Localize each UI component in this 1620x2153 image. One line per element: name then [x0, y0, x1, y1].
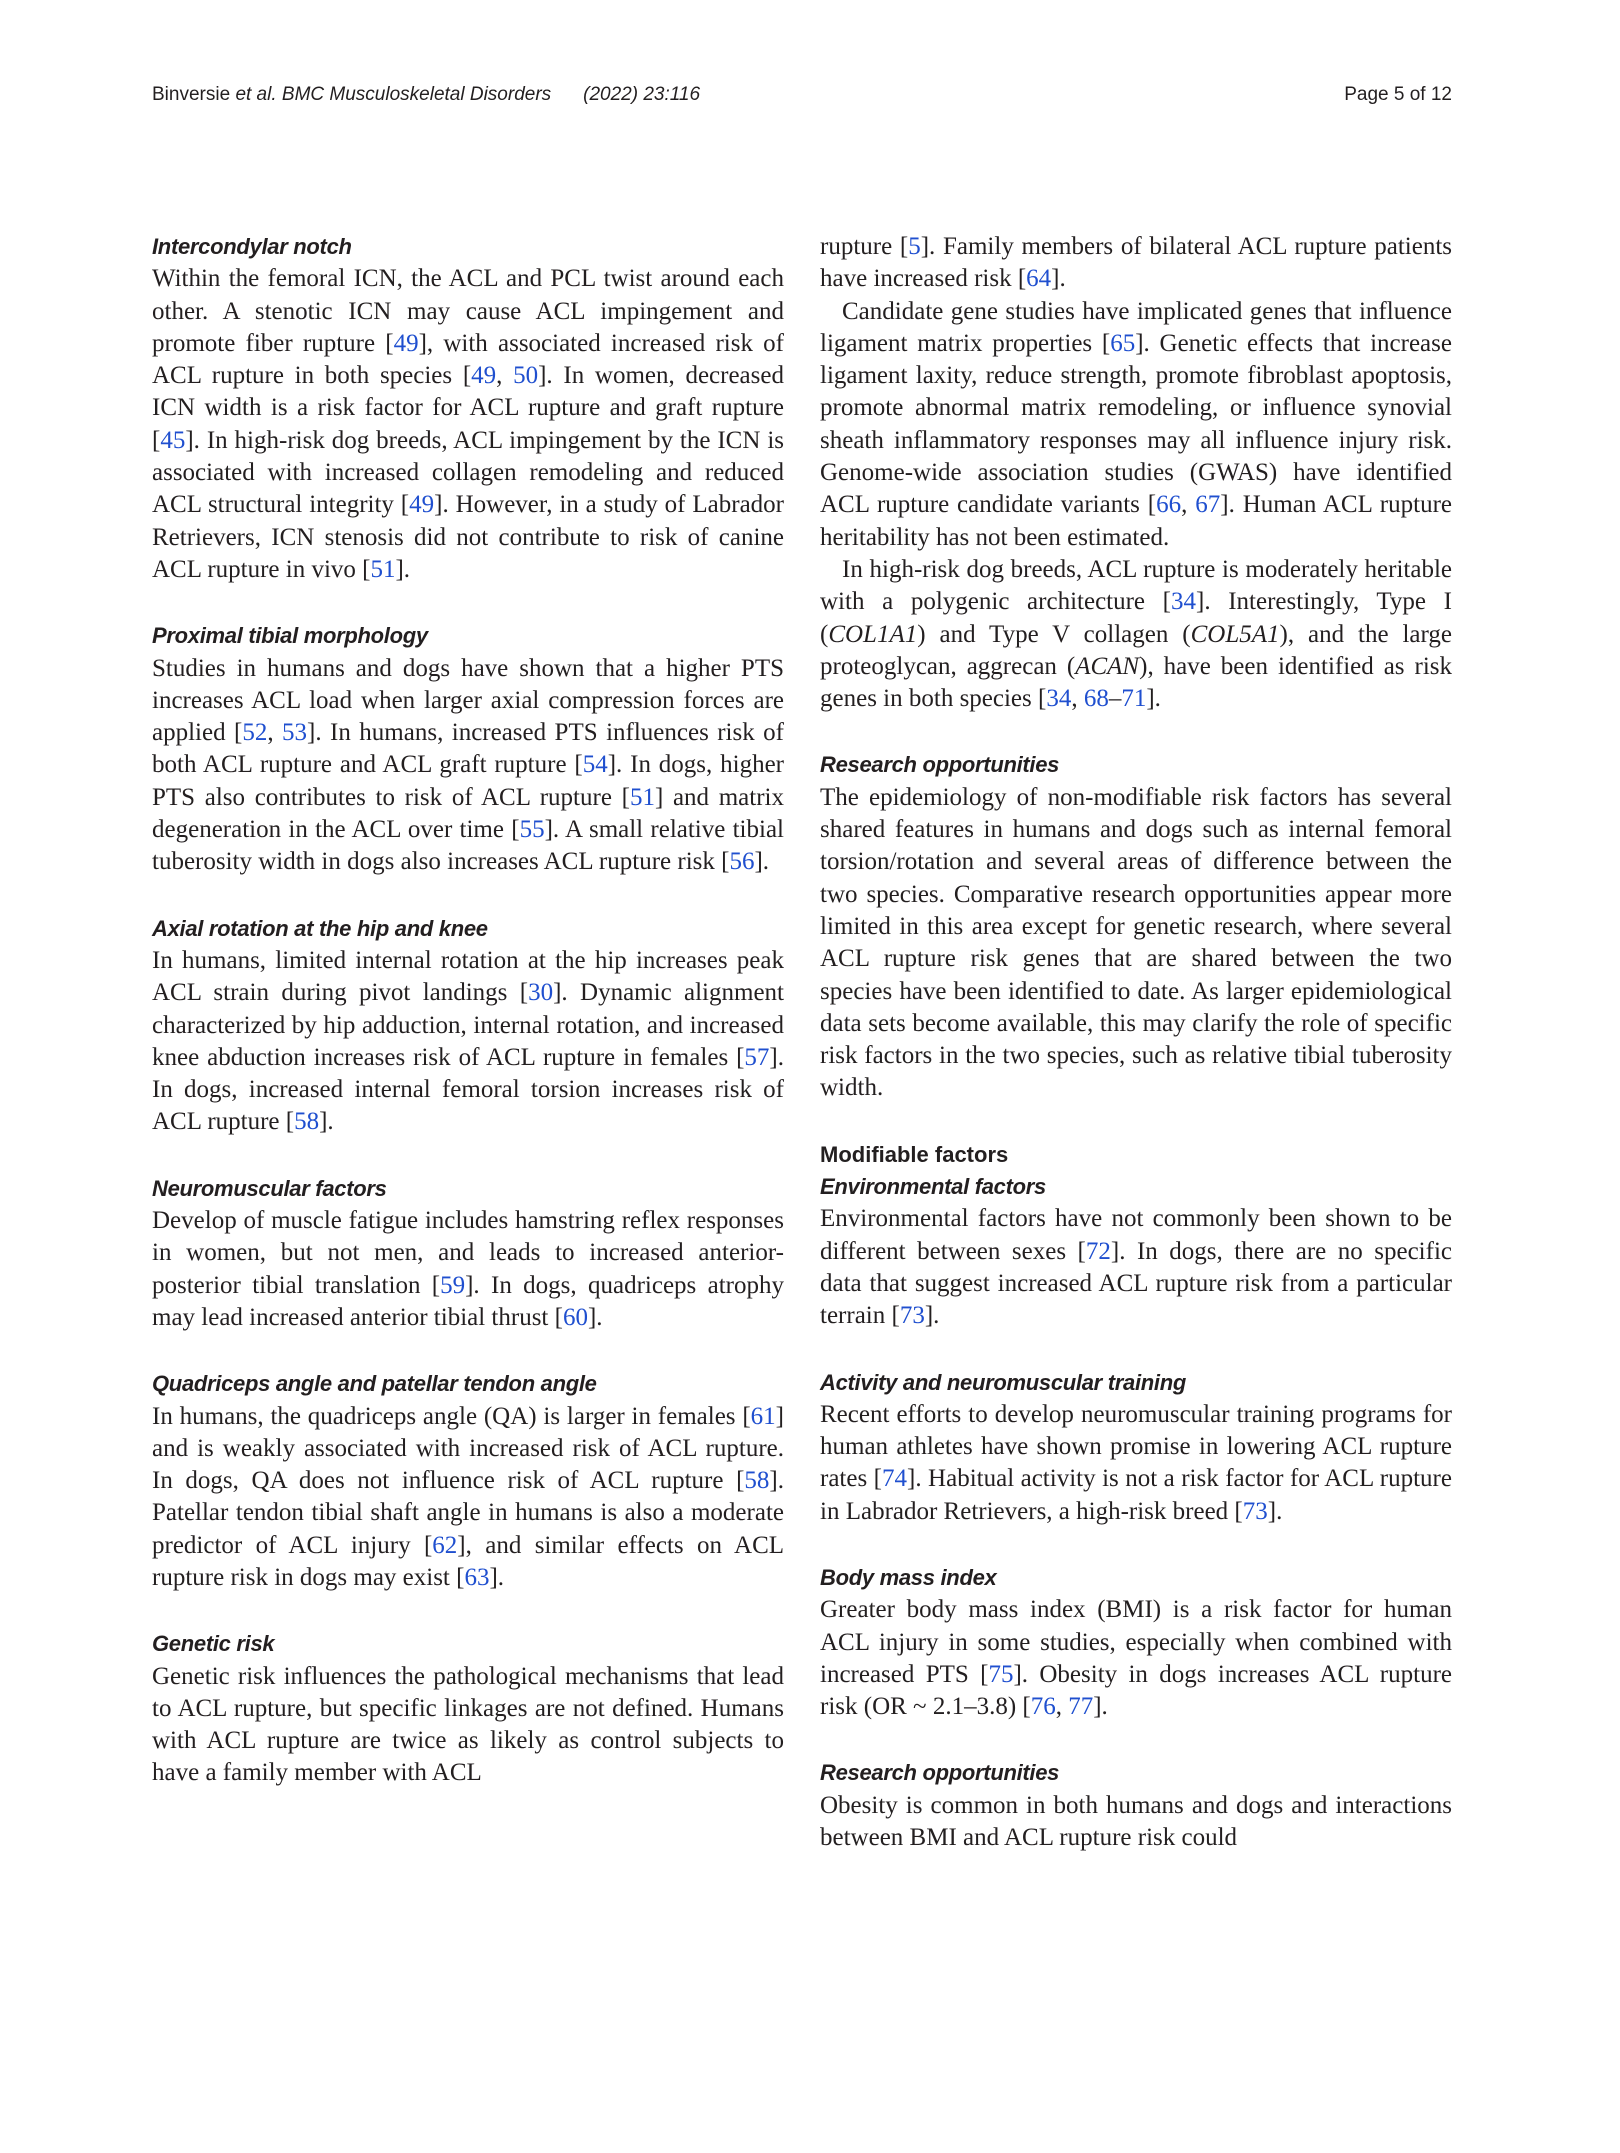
citation-link[interactable]: 49 [471, 362, 497, 390]
citation-link[interactable]: 51 [629, 783, 655, 811]
citation-link[interactable]: 74 [882, 1465, 907, 1493]
citation-link[interactable]: 45 [160, 426, 186, 454]
paragraph-body-mass-index: Greater body mass index (BMI) is a risk factor for human ACL injury in some studies, especially when combined with increased PTS [75]. Obesity in dogs increases ACL rupture risk (OR ~ 2.1–3.8) [76, 77]. [820, 1596, 1452, 1721]
citation-link[interactable]: 34 [1046, 685, 1072, 713]
citation-link[interactable]: 68 [1083, 685, 1109, 713]
volume-info: (2022) 23:116 [583, 84, 701, 105]
citation-link[interactable]: 59 [440, 1271, 466, 1299]
paragraph-research-opportunities-2: Obesity is common in both humans and dogs and interactions between BMI and ACL rupture risk could [820, 1791, 1452, 1852]
citation-link[interactable]: 56 [729, 848, 755, 876]
paragraph-candidate-genes: Candidate gene studies have implicated genes that influence ligament matrix properties [65]. Genetic effects that increase ligament laxity, reduce strength, promote fibroblast apoptosis, promote abnormal matrix remodeling, or influence synovial sheath inflammatory responses may all influence injury risk. Genome-wide association studies (GWAS) have identified ACL rupture candidate variants [66, 67]. Human ACL rupture heritability has not been estimated. [820, 297, 1452, 551]
citation-link[interactable]: 71 [1121, 685, 1147, 713]
citation-link[interactable]: 62 [432, 1531, 458, 1559]
citation-link[interactable]: 55 [519, 816, 545, 844]
heading-neuromuscular-factors: Neuromuscular factors [152, 1175, 387, 1201]
citation-link[interactable]: 57 [744, 1043, 770, 1071]
heading-intercondylar-notch: Intercondylar notch [152, 234, 352, 259]
author-name: Binversie [152, 84, 231, 105]
heading-environmental-factors: Environmental factors [820, 1174, 1046, 1200]
citation-link[interactable]: 67 [1195, 491, 1221, 519]
paragraph-dog-heritability: In high-risk dog breeds, ACL rupture is moderately heritable with a polygenic architecture [34]. Interestingly, Type I (COL1A1) and Type V collagen (COL5A1), and the large proteoglycan, aggrecan (ACAN), have been identified as risk genes in both species [34, 68–71]. [820, 555, 1453, 713]
paragraph-neuromuscular-factors: Develop of muscle fatigue includes hamstring reflex responses in women, but not men, and leads to increased anterior-posterior tibial translation [59]. In dogs, quadriceps atrophy may lead increased anterior tibial thrust [60]. [152, 1207, 784, 1331]
heading-proximal-tibial-morphology: Proximal tibial morphology [152, 623, 428, 649]
citation-link[interactable]: 61 [750, 1402, 776, 1430]
running-head [152, 84, 700, 106]
journal-name: et al. BMC Musculoskeletal Disorders [235, 84, 552, 105]
left-column [152, 231, 784, 1790]
paragraph-axial-rotation: In humans, limited internal rotation at the hip increases peak ACL strain during pivot landings [30]. Dynamic alignment characterized by hip adduction, internal rotation, and increased knee abduction increases risk of ACL rupture in females [57]. In dogs, increased internal femoral torsion increases risk of ACL rupture [58]. [152, 946, 784, 1136]
citation-link[interactable]: 53 [282, 719, 308, 747]
citation-link[interactable]: 73 [899, 1302, 925, 1330]
citation-link[interactable]: 30 [528, 979, 554, 1007]
citation-link[interactable]: 5 [908, 233, 921, 260]
citation-link[interactable]: 58 [294, 1108, 320, 1136]
paragraph-research-opportunities: The epidemiology of non-modifiable risk factors has several shared features in humans and dogs such as internal femoral torsion/rotation and several areas of difference between the two species. Comparative research opportunities appear more limited in this area except for genetic research, where several ACL rupture risk genes that are shared between the two species have been identified to date. As larger epidemiological data sets become available, this may clarify the role of specific risk factors in the two species, such as relative tibial tuberosity width. [820, 783, 1452, 1102]
citation-link[interactable]: 54 [582, 751, 608, 779]
citation-link[interactable]: 72 [1085, 1237, 1111, 1265]
citation-link[interactable]: 49 [409, 491, 435, 519]
paragraph-intercondylar-notch: Within the femoral ICN, the ACL and PCL twist around each other. A stenotic ICN may cause ACL impingement and promote fiber rupture [49], with associated increased risk of ACL rupture in both species [49, 50]. In women, decreased ICN width is a risk factor for ACL rupture and graft rupture [45]. In high-risk dog breeds, ACL impingement by the ICN is associated with increased collagen remodeling and reduced ACL structural integrity [49]. However, in a study of Labrador Retrievers, ICN stenosis did not contribute to risk of canine ACL rupture in vivo [51]. [152, 265, 784, 583]
citation-link[interactable]: 64 [1026, 265, 1052, 293]
citation-link[interactable]: 77 [1068, 1693, 1094, 1721]
citation-link[interactable]: 34 [1171, 588, 1197, 616]
paragraph-environmental-factors: Environmental factors have not commonly been shown to be different between sexes [72]. In dogs, there are no specific data that suggest increased ACL rupture risk from a particular terrain [73]. [820, 1205, 1452, 1330]
paragraph-quadriceps-angle: In humans, the quadriceps angle (QA) is larger in females [61] and is weakly associated with increased risk of ACL rupture. In dogs, QA does not influence risk of ACL rupture [58]. Patellar tendon tibial shaft angle in humans is also a moderate predictor of ACL injury [62], and similar effects on ACL rupture risk in dogs may exist [63]. [152, 1402, 785, 1591]
citation-link[interactable]: 65 [1110, 329, 1136, 357]
heading-research-opportunities-2: Research opportunities [820, 1760, 1060, 1786]
citation-link[interactable]: 75 [988, 1660, 1014, 1688]
citation-link[interactable]: 52 [242, 719, 268, 747]
paragraph-genetic-risk: Genetic risk influences the pathological mechanisms that lead to ACL rupture, but specific linkages are not defined. Humans with ACL rupture are twice as likely as control subjects to have a family member with ACL [152, 1662, 784, 1787]
citation-link[interactable]: 51 [370, 555, 396, 583]
citation-link[interactable]: 49 [393, 329, 419, 357]
paragraph-proximal-tibial-morphology: Studies in humans and dogs have shown that a higher PTS increases ACL load when larger axial compression forces are applied [52, 53]. In humans, increased PTS influences risk of both ACL rupture and ACL graft rupture [54]. In dogs, higher PTS also contributes to risk of ACL rupture [51] and matrix degeneration in the ACL over time [55]. A small relative tibial tuberosity width in dogs also increases ACL rupture risk [56]. [152, 654, 784, 876]
page-number: Page 5 of 12 [1344, 84, 1452, 105]
citation-link[interactable]: 66 [1156, 491, 1182, 519]
heading-quadriceps-angle: Quadriceps angle and patellar tendon angle [152, 1371, 597, 1397]
right-column [820, 231, 1452, 1854]
heading-axial-rotation: Axial rotation at the hip and knee [152, 915, 488, 941]
heading-genetic-risk: Genetic risk [152, 1631, 275, 1657]
paragraph-genetic-risk-continued: rupture [5]. Family members of bilateral ACL rupture patients have increased risk [64]. [820, 233, 1452, 293]
paragraph-activity-training: Recent efforts to develop neuromuscular training programs for human athletes have shown promise in lowering ACL rupture rates [74]. Habitual activity is not a risk factor for ACL rupture in Labrador Retrievers, a high-risk breed [73]. [820, 1400, 1452, 1525]
citation-link[interactable]: 63 [464, 1563, 490, 1591]
heading-modifiable-factors: Modifiable factors [820, 1141, 1009, 1167]
heading-activity-training: Activity and neuromuscular training [820, 1369, 1187, 1395]
citation-link[interactable]: 58 [744, 1467, 770, 1495]
citation-link[interactable]: 73 [1242, 1497, 1268, 1525]
citation-link[interactable]: 60 [562, 1303, 588, 1331]
citation-link[interactable]: 50 [513, 362, 539, 390]
heading-body-mass-index: Body mass index [820, 1564, 997, 1590]
citation-link[interactable]: 76 [1030, 1693, 1056, 1721]
page-header [152, 84, 1452, 118]
heading-research-opportunities: Research opportunities [820, 752, 1060, 778]
